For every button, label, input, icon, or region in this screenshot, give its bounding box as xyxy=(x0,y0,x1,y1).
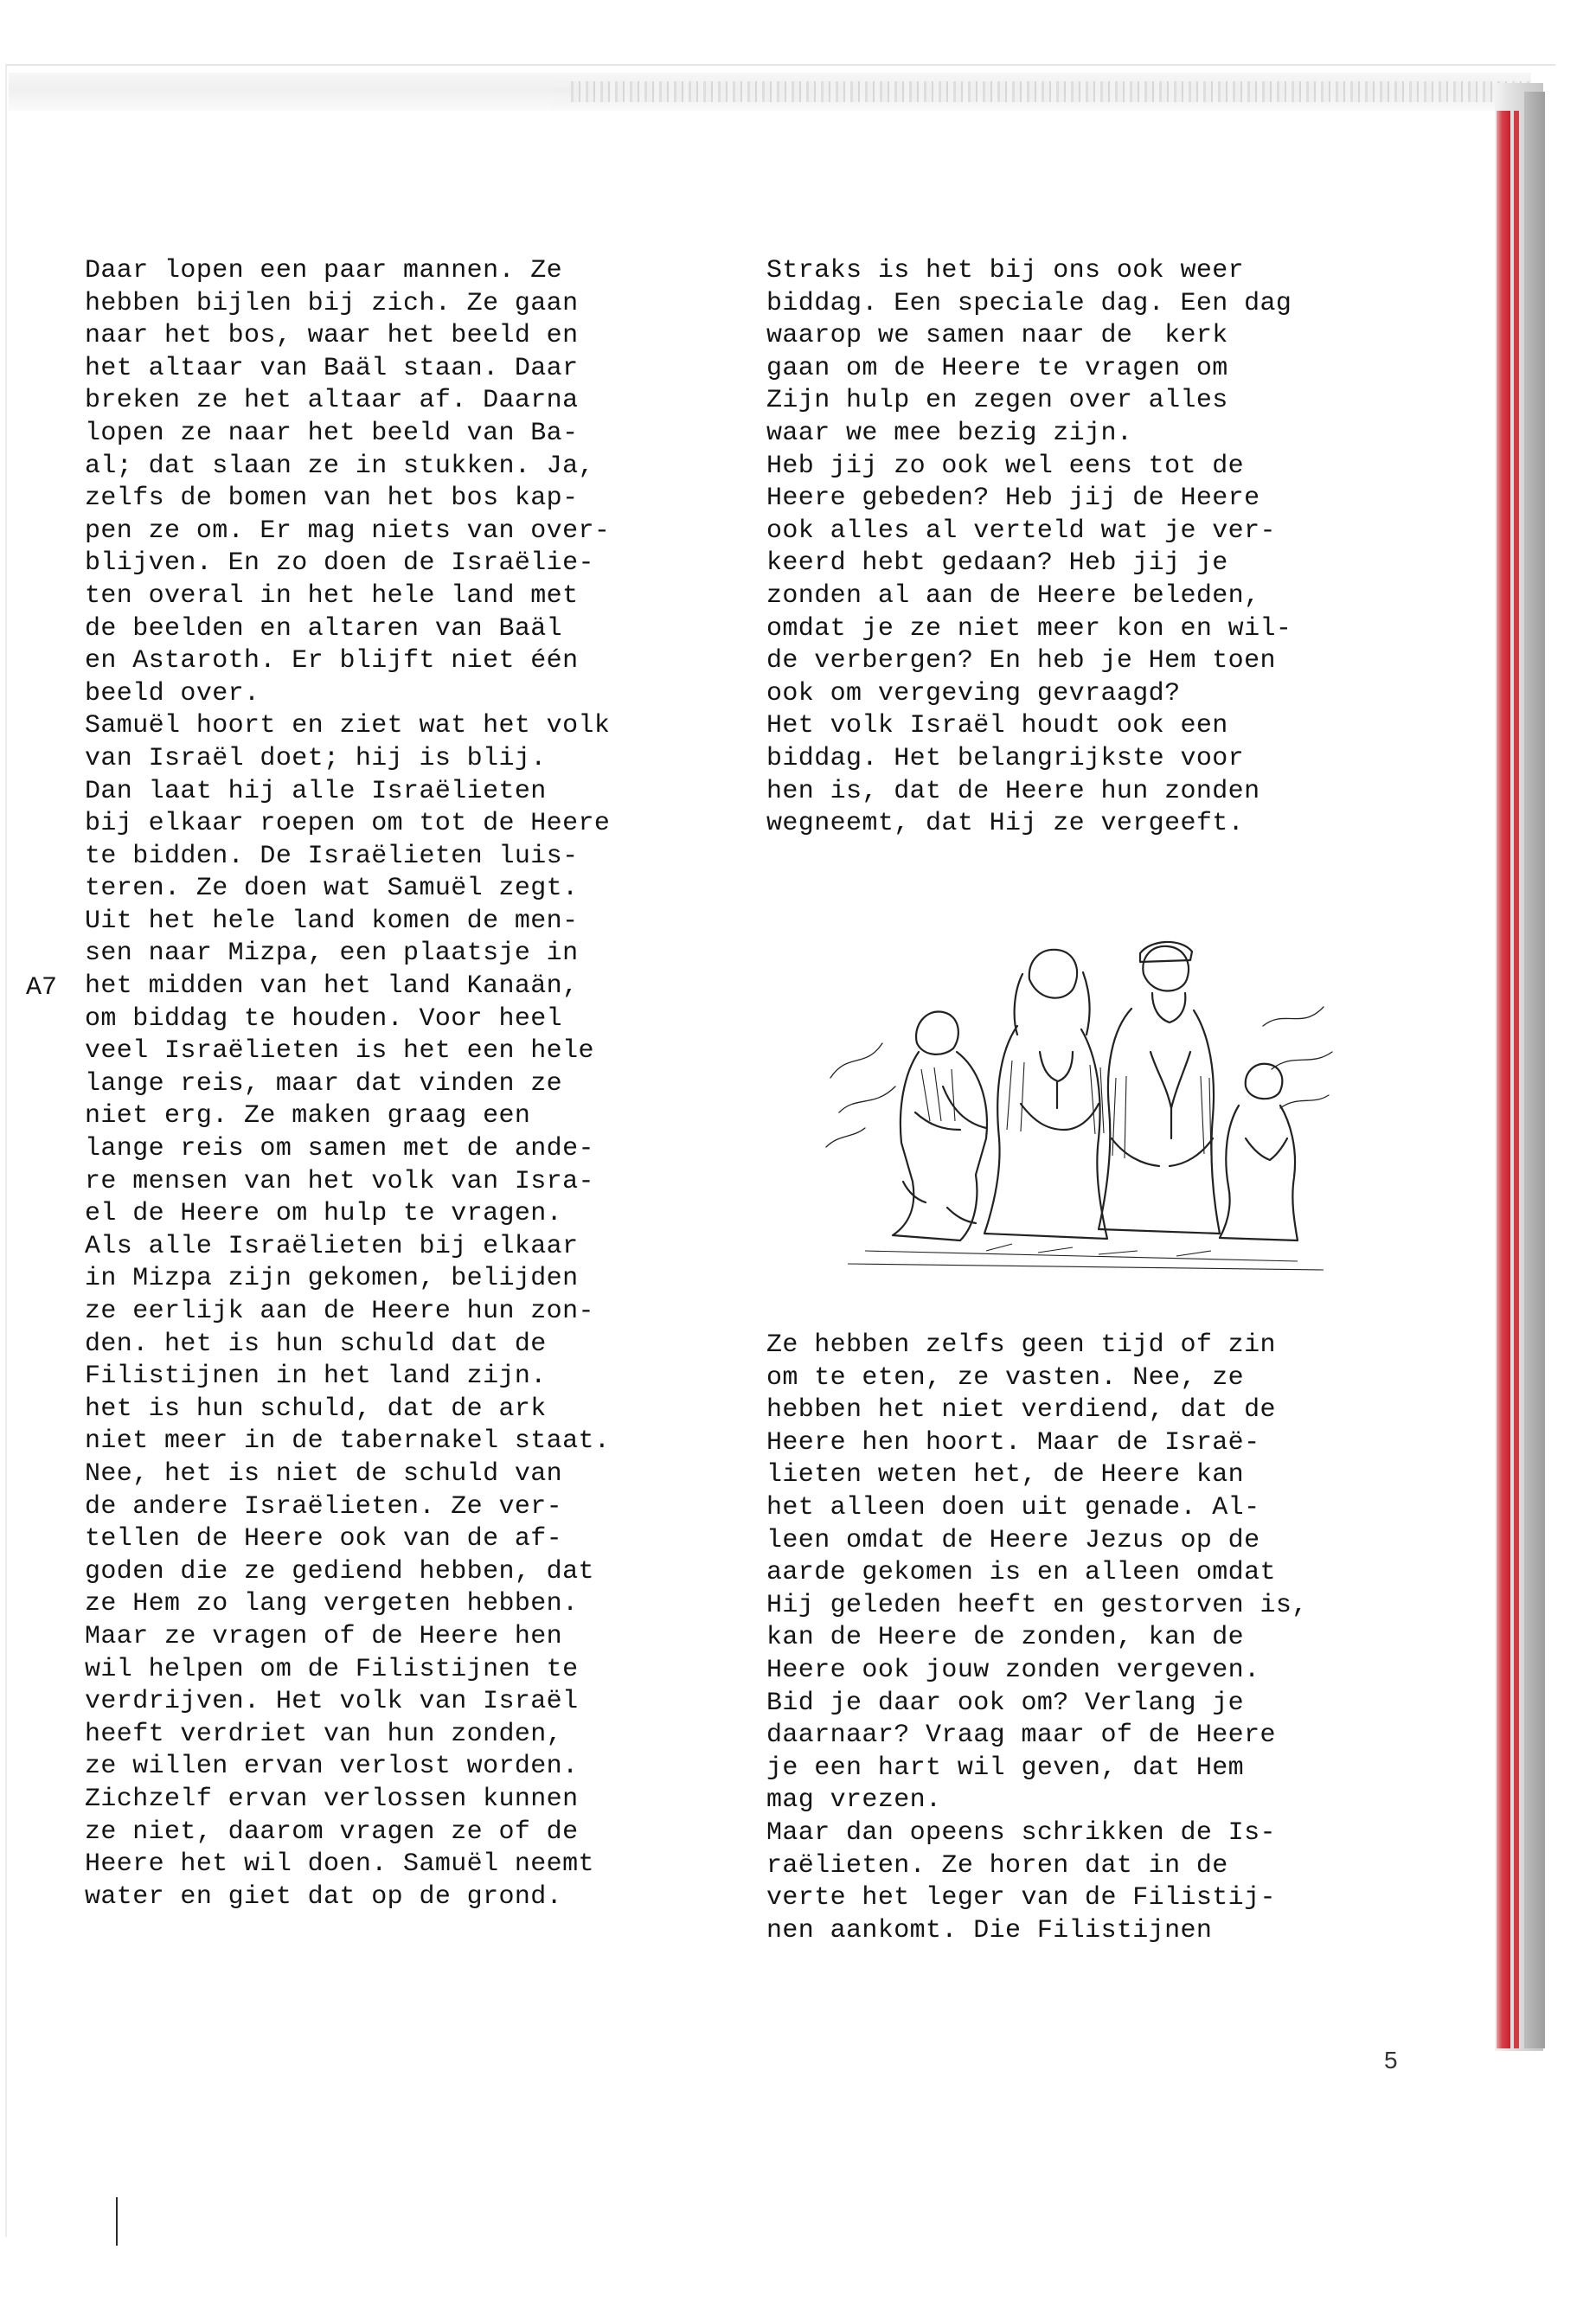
text-line: aarde gekomen is en alleen omdat xyxy=(766,1558,1276,1588)
text-line: de verbergen? En heb je Hem toen xyxy=(766,646,1276,676)
text-line: en Astaroth. Er blijft niet één xyxy=(85,646,579,676)
text-line: ze eerlijk aan de Heere hun zon- xyxy=(85,1297,594,1326)
text-line: verdrijven. Het volk van Israël xyxy=(85,1687,579,1717)
text-line: biddag. Een speciale dag. Een dag xyxy=(766,288,1292,318)
text-line: ten overal in het hele land met xyxy=(85,580,579,611)
text-line: om biddag te houden. Voor heel xyxy=(85,1003,563,1034)
text-line: Daar lopen een paar mannen. Ze xyxy=(85,256,563,285)
text-line: blijven. En zo doen de Israëlie- xyxy=(85,548,594,579)
text-line: hebben bijlen bij zich. Ze gaan xyxy=(85,288,579,318)
text-line: heeft verdriet van hun zonden, xyxy=(85,1719,563,1749)
book-cover-edge xyxy=(1524,92,1545,2048)
text-line: het altaar van Baäl staan. Daar xyxy=(85,353,579,383)
page-number: 5 xyxy=(1384,2047,1398,2073)
text-line: water en giet dat op de grond. xyxy=(85,1881,563,1912)
text-line: lange reis om samen met de ande- xyxy=(85,1134,594,1164)
text-line: den. het is hun schuld dat de xyxy=(85,1329,547,1359)
text-line: Zijn hulp en zegen over alles xyxy=(766,386,1228,416)
text-line: lopen ze naar het beeld van Ba- xyxy=(85,418,579,448)
text-line: bij elkaar roepen om tot de Heere xyxy=(85,809,611,839)
text-line: het midden van het land Kanaän, xyxy=(85,971,579,1002)
text-line: verte het leger van de Filistij- xyxy=(766,1883,1276,1913)
text-line: Heere ook jouw zonden vergeven. xyxy=(766,1655,1260,1685)
red-page-edge xyxy=(1497,111,1510,2048)
text-line: waar we mee bezig zijn. xyxy=(766,418,1133,448)
text-line: wil helpen om de Filistijnen te xyxy=(85,1654,579,1684)
text-line: Als alle Israëlieten bij elkaar xyxy=(85,1231,579,1261)
text-line: niet meer in de tabernakel staat. xyxy=(85,1426,611,1457)
text-line: Ze hebben zelfs geen tijd of zin xyxy=(766,1330,1276,1360)
text-line: zelfs de bomen van het bos kap- xyxy=(85,484,579,514)
text-line: veel Israëlieten is het een hele xyxy=(85,1036,594,1067)
text-line: niet erg. Ze maken graag een xyxy=(85,1101,531,1131)
text-line: Maar ze vragen of de Heere hen xyxy=(85,1621,563,1651)
text-line: Heere hen hoort. Maar de Israë- xyxy=(766,1427,1260,1458)
text-line: in Mizpa zijn gekomen, belijden xyxy=(85,1264,579,1294)
text-line: ook alles al verteld wat je ver- xyxy=(766,516,1276,546)
text-line: wegneemt, dat Hij ze vergeeft. xyxy=(766,809,1245,839)
text-line: om te eten, ze vasten. Nee, ze xyxy=(766,1362,1245,1393)
text-line: keerd hebt gedaan? Heb jij je xyxy=(766,548,1228,579)
text-line: Bid je daar ook om? Verlang je xyxy=(766,1688,1245,1718)
text-line: Hij geleden heeft en gestorven is, xyxy=(766,1590,1308,1620)
text-line: Uit het hele land komen de men- xyxy=(85,906,579,936)
praying-family-illustration xyxy=(813,922,1341,1277)
text-line: zonden al aan de Heere beleden, xyxy=(766,580,1260,611)
binding-shadow xyxy=(9,73,1531,111)
right-text-column-top xyxy=(766,255,1292,841)
text-line: lieten weten het, de Heere kan xyxy=(766,1460,1245,1490)
text-line: hebben het niet verdiend, dat de xyxy=(766,1395,1276,1426)
left-text-column xyxy=(85,255,610,1913)
text-line: Samuël hoort en ziet wat het volk xyxy=(85,711,611,741)
text-line: van Israël doet; hij is blij. xyxy=(85,743,547,773)
text-line: Heere het wil doen. Samuël neemt xyxy=(85,1849,594,1880)
text-line: ook om vergeving gevraagd? xyxy=(766,678,1181,708)
text-line: al; dat slaan ze in stukken. Ja, xyxy=(85,451,594,481)
text-line: Heb jij zo ook wel eens tot de xyxy=(766,451,1245,481)
text-line: naar het bos, waar het beeld en xyxy=(85,321,579,351)
text-line: de andere Israëlieten. Ze ver- xyxy=(85,1491,563,1522)
text-line: Zichzelf ervan verlossen kunnen xyxy=(85,1784,579,1814)
margin-reference-mark: A7 xyxy=(26,973,58,1003)
text-line: Filistijnen in het land zijn. xyxy=(85,1362,547,1392)
text-line: ze willen ervan verlost worden. xyxy=(85,1752,579,1782)
right-text-column-bottom xyxy=(766,1330,1308,1947)
text-line: waarop we samen naar de kerk xyxy=(766,321,1228,351)
text-line: gaan om de Heere te vragen om xyxy=(766,353,1228,383)
text-line: daarnaar? Vraag maar of de Heere xyxy=(766,1721,1276,1751)
text-line: het alleen doen uit genade. Al- xyxy=(766,1492,1260,1522)
text-line: ze niet, daarom vragen ze of de xyxy=(85,1817,579,1847)
text-line: raëlieten. Ze horen dat in de xyxy=(766,1850,1228,1881)
text-line: Straks is het bij ons ook weer xyxy=(766,256,1245,285)
text-line: Maar dan opeens schrikken de Is- xyxy=(766,1817,1276,1848)
text-line: breken ze het altaar af. Daarna xyxy=(85,386,579,416)
text-line: lange reis, maar dat vinden ze xyxy=(85,1068,563,1099)
text-line: omdat je ze niet meer kon en wil- xyxy=(766,613,1292,644)
text-line: Nee, het is niet de schuld van xyxy=(85,1458,563,1489)
text-line: leen omdat de Heere Jezus op de xyxy=(766,1525,1260,1555)
text-line: ze Hem zo lang vergeten hebben. xyxy=(85,1589,579,1619)
text-line: el de Heere om hulp te vragen. xyxy=(85,1199,563,1229)
text-line: teren. Ze doen wat Samuël zegt. xyxy=(85,874,579,904)
text-line: Het volk Israël houdt ook een xyxy=(766,711,1228,741)
scan-mark xyxy=(116,2197,118,2246)
text-line: het is hun schuld, dat de ark xyxy=(85,1394,547,1424)
text-line: kan de Heere de zonden, kan de xyxy=(766,1623,1245,1653)
text-line: biddag. Het belangrijkste voor xyxy=(766,743,1245,773)
text-line: hen is, dat de Heere hun zonden xyxy=(766,776,1260,806)
text-line: beeld over. xyxy=(85,678,260,708)
text-line: je een hart wil geven, dat Hem xyxy=(766,1753,1245,1783)
text-line: Heere gebeden? Heb jij de Heere xyxy=(766,484,1260,514)
text-line: re mensen van het volk van Isra- xyxy=(85,1166,594,1196)
text-line: te bidden. De Israëlieten luis- xyxy=(85,841,579,871)
text-line: nen aankomt. Die Filistijnen xyxy=(766,1915,1213,1945)
text-line: pen ze om. Er mag niets van over- xyxy=(85,516,611,546)
text-line: mag vrezen. xyxy=(766,1785,942,1816)
text-line: tellen de Heere ook van de af- xyxy=(85,1524,563,1554)
text-line: de beelden en altaren van Baäl xyxy=(85,613,563,644)
red-page-edge-inner xyxy=(1514,111,1519,2048)
text-line: Dan laat hij alle Israëlieten xyxy=(85,776,547,806)
text-line: sen naar Mizpa, een plaatsje in xyxy=(85,939,579,969)
text-line: goden die ze gediend hebben, dat xyxy=(85,1556,594,1586)
